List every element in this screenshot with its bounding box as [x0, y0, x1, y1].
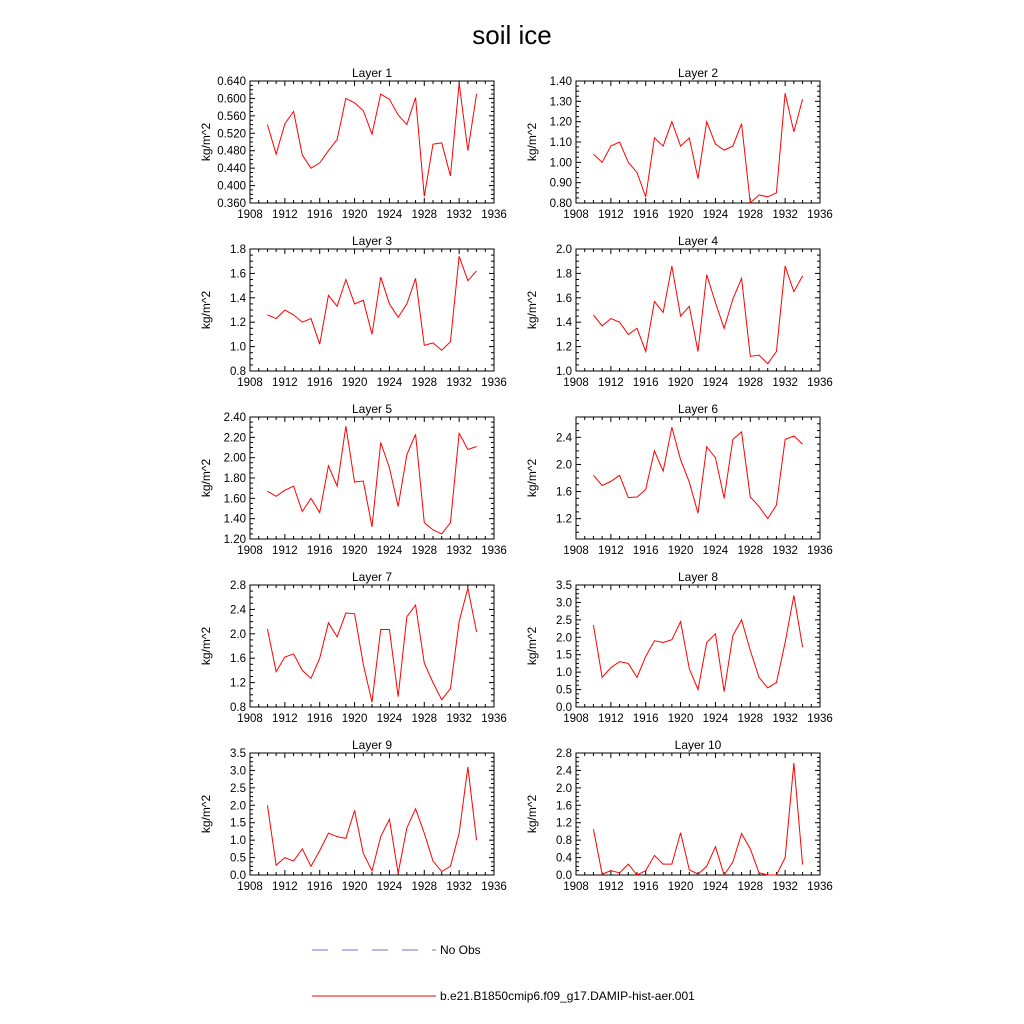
- series-line-layer-5: [267, 426, 476, 534]
- series-line-layer-7: [267, 588, 476, 702]
- y-tick-label: 1.6: [556, 292, 572, 305]
- series-line-layer-8: [593, 595, 802, 691]
- series-line-layer-3: [267, 256, 476, 350]
- y-tick-label: 1.0: [556, 366, 572, 378]
- y-tick-label: 1.10: [549, 137, 572, 149]
- x-tick-label: 1912: [598, 713, 624, 725]
- y-tick-label: 0.90: [549, 177, 572, 190]
- y-axis-label: kg/m^2: [199, 458, 213, 498]
- x-tick-label: 1912: [272, 713, 298, 725]
- y-tick-label: 1.0: [556, 667, 572, 680]
- x-tick-label: 1936: [807, 209, 833, 221]
- y-tick-label: 2.0: [556, 244, 572, 256]
- y-tick-label: 3.0: [230, 765, 246, 778]
- y-tick-label: 2.4: [556, 765, 572, 778]
- y-tick-label: 0.8: [556, 835, 572, 848]
- panel-layer-4: [525, 234, 833, 389]
- y-axis-label: kg/m^2: [199, 122, 213, 162]
- y-tick-label: 1.8: [230, 244, 246, 256]
- x-tick-label: 1924: [702, 713, 729, 725]
- y-tick-label: 0.440: [217, 163, 246, 176]
- y-tick-label: 1.6: [230, 268, 246, 281]
- y-tick-label: 1.4: [556, 317, 572, 330]
- y-tick-label: 0.600: [217, 93, 246, 106]
- panel-title-layer-5: Layer 5: [351, 402, 393, 416]
- y-tick-label: 0.400: [217, 180, 246, 193]
- x-tick-label: 1908: [563, 713, 589, 725]
- plot-frame: [250, 585, 494, 707]
- y-tick-label: 2.0: [556, 632, 572, 645]
- y-tick-label: 2.5: [230, 782, 246, 795]
- x-tick-label: 1908: [563, 545, 589, 557]
- x-tick-label: 1932: [772, 881, 798, 893]
- x-tick-label: 1912: [272, 377, 298, 389]
- series-line-layer-2: [593, 93, 802, 203]
- plot-frame: [576, 417, 820, 539]
- x-tick-label: 1920: [667, 545, 694, 557]
- x-tick-label: 1908: [563, 209, 589, 221]
- x-tick-label: 1928: [411, 545, 438, 557]
- x-tick-label: 1936: [481, 713, 507, 725]
- y-tick-label: 2.5: [556, 614, 572, 627]
- y-axis-label: kg/m^2: [199, 794, 213, 834]
- y-tick-label: 0.360: [217, 198, 246, 210]
- y-axis-label: kg/m^2: [525, 458, 539, 498]
- x-tick-label: 1920: [667, 377, 694, 389]
- y-tick-label: 0.640: [217, 76, 246, 88]
- x-tick-label: 1920: [341, 209, 368, 221]
- x-tick-label: 1932: [446, 713, 472, 725]
- legend: [312, 943, 695, 1003]
- x-tick-label: 1936: [807, 545, 833, 557]
- y-tick-label: 1.2: [556, 817, 572, 830]
- x-tick-label: 1936: [481, 545, 507, 557]
- y-tick-label: 3.5: [556, 580, 572, 592]
- y-tick-label: 1.60: [223, 493, 246, 506]
- y-tick-label: 2.0: [230, 800, 246, 813]
- y-tick-label: 2.00: [223, 452, 246, 465]
- x-tick-label: 1936: [481, 377, 507, 389]
- y-tick-label: 2.4: [230, 604, 246, 617]
- plot-frame: [576, 753, 820, 875]
- x-tick-label: 1916: [632, 209, 659, 221]
- x-tick-label: 1928: [411, 713, 438, 725]
- x-tick-label: 1908: [237, 209, 263, 221]
- y-tick-label: 1.40: [549, 76, 572, 88]
- y-tick-label: 0.480: [217, 145, 246, 158]
- y-tick-label: 0.0: [556, 870, 572, 882]
- x-tick-label: 1912: [272, 881, 298, 893]
- x-tick-label: 1920: [341, 377, 368, 389]
- y-tick-label: 1.6: [556, 800, 572, 813]
- y-axis-label: kg/m^2: [199, 290, 213, 330]
- y-tick-label: 2.40: [223, 412, 246, 424]
- panel-title-layer-7: Layer 7: [351, 570, 393, 584]
- y-tick-label: 2.8: [230, 580, 246, 592]
- x-tick-label: 1936: [481, 209, 507, 221]
- y-tick-label: 2.0: [556, 782, 572, 795]
- x-tick-label: 1928: [411, 377, 438, 389]
- x-tick-label: 1908: [237, 377, 263, 389]
- y-tick-label: 1.0: [230, 341, 246, 354]
- x-tick-label: 1916: [306, 545, 333, 557]
- y-axis-label: kg/m^2: [525, 794, 539, 834]
- x-tick-label: 1920: [341, 881, 368, 893]
- x-tick-label: 1924: [702, 377, 729, 389]
- panel-title-layer-1: Layer 1: [351, 66, 393, 80]
- y-tick-label: 0.4: [556, 852, 572, 865]
- x-tick-label: 1936: [807, 713, 833, 725]
- y-tick-label: 1.80: [223, 473, 246, 485]
- x-tick-label: 1932: [772, 545, 798, 557]
- x-tick-label: 1928: [737, 881, 764, 893]
- x-tick-label: 1936: [807, 377, 833, 389]
- y-tick-label: 1.20: [549, 116, 572, 129]
- y-axis-label: kg/m^2: [525, 290, 539, 330]
- y-tick-label: 2.20: [223, 432, 246, 445]
- panel-title-layer-2: Layer 2: [677, 66, 719, 80]
- y-axis-label: kg/m^2: [199, 626, 213, 666]
- y-tick-label: 0.0: [556, 702, 572, 714]
- x-tick-label: 1916: [632, 713, 659, 725]
- x-tick-label: 1928: [411, 209, 438, 221]
- panel-layer-9: [199, 738, 507, 893]
- x-tick-label: 1928: [737, 377, 764, 389]
- x-tick-label: 1932: [446, 377, 472, 389]
- y-tick-label: 0.8: [230, 366, 246, 378]
- y-tick-label: 1.2: [556, 341, 572, 354]
- x-tick-label: 1924: [702, 881, 729, 893]
- x-tick-label: 1928: [737, 713, 764, 725]
- x-tick-label: 1924: [376, 713, 403, 725]
- y-tick-label: 2.0: [556, 459, 572, 472]
- y-tick-label: 1.2: [556, 513, 572, 526]
- y-tick-label: 1.5: [556, 649, 572, 662]
- x-tick-label: 1916: [632, 545, 659, 557]
- x-tick-label: 1908: [563, 881, 589, 893]
- panel-title-layer-3: Layer 3: [351, 234, 393, 248]
- x-tick-label: 1932: [772, 377, 798, 389]
- y-tick-label: 1.5: [230, 817, 246, 830]
- series-line-layer-9: [267, 767, 476, 873]
- x-tick-label: 1936: [807, 881, 833, 893]
- y-tick-label: 2.8: [556, 748, 572, 760]
- y-tick-label: 3.0: [556, 597, 572, 610]
- x-tick-label: 1936: [481, 881, 507, 893]
- legend-label-model: b.e21.B1850cmip6.f09_g17.DAMIP-hist-aer.001: [440, 989, 695, 1003]
- x-tick-label: 1912: [272, 209, 298, 221]
- x-tick-label: 1932: [446, 209, 472, 221]
- y-tick-label: 2.0: [230, 628, 246, 641]
- panel-layer-3: [199, 234, 507, 389]
- x-tick-label: 1912: [598, 209, 624, 221]
- y-tick-label: 1.00: [549, 157, 572, 170]
- plot-frame: [250, 753, 494, 875]
- x-tick-label: 1912: [598, 545, 624, 557]
- x-tick-label: 1928: [737, 545, 764, 557]
- x-tick-label: 1932: [446, 881, 472, 893]
- x-tick-label: 1912: [598, 377, 624, 389]
- panel-title-layer-6: Layer 6: [677, 402, 719, 416]
- y-tick-label: 1.20: [223, 534, 246, 546]
- y-tick-label: 1.30: [549, 96, 572, 109]
- panel-layer-6: [525, 402, 833, 557]
- x-tick-label: 1924: [376, 209, 403, 221]
- x-tick-label: 1920: [667, 713, 694, 725]
- y-tick-label: 1.8: [556, 268, 572, 281]
- plot-frame: [576, 249, 820, 371]
- legend-label-no-obs: No Obs: [440, 943, 481, 957]
- y-tick-label: 0.8: [230, 702, 246, 714]
- x-tick-label: 1920: [667, 209, 694, 221]
- y-tick-label: 0.80: [549, 198, 572, 210]
- x-tick-label: 1908: [563, 377, 589, 389]
- panel-title-layer-9: Layer 9: [351, 738, 393, 752]
- series-line-layer-1: [267, 83, 476, 196]
- x-tick-label: 1924: [702, 545, 729, 557]
- x-tick-label: 1932: [772, 713, 798, 725]
- panel-title-layer-8: Layer 8: [677, 570, 719, 584]
- panel-grid: [199, 66, 833, 893]
- panel-layer-8: [525, 570, 833, 725]
- x-tick-label: 1920: [341, 545, 368, 557]
- y-tick-label: 0.560: [217, 110, 246, 123]
- series-line-layer-4: [593, 266, 802, 364]
- x-tick-label: 1908: [237, 713, 263, 725]
- y-tick-label: 0.0: [230, 870, 246, 882]
- y-tick-label: 1.6: [230, 653, 246, 666]
- x-tick-label: 1916: [306, 377, 333, 389]
- x-tick-label: 1932: [446, 545, 472, 557]
- x-tick-label: 1908: [237, 881, 263, 893]
- panel-title-layer-10: Layer 10: [674, 738, 722, 752]
- y-tick-label: 1.4: [230, 292, 246, 305]
- panel-title-layer-4: Layer 4: [677, 234, 719, 248]
- y-tick-label: 2.4: [556, 432, 572, 445]
- panel-layer-7: [199, 570, 507, 725]
- y-tick-label: 1.2: [230, 677, 246, 690]
- y-tick-label: 0.520: [217, 128, 246, 141]
- y-tick-label: 1.2: [230, 317, 246, 330]
- x-tick-label: 1924: [376, 377, 403, 389]
- series-line-layer-6: [593, 427, 802, 518]
- panel-layer-2: [525, 66, 833, 221]
- x-tick-label: 1932: [772, 209, 798, 221]
- plot-frame: [250, 249, 494, 371]
- y-tick-label: 1.0: [230, 835, 246, 848]
- x-tick-label: 1924: [376, 881, 403, 893]
- x-tick-label: 1912: [272, 545, 298, 557]
- x-tick-label: 1924: [376, 545, 403, 557]
- x-tick-label: 1916: [632, 377, 659, 389]
- y-axis-label: kg/m^2: [525, 626, 539, 666]
- x-tick-label: 1916: [632, 881, 659, 893]
- plot-frame: [250, 417, 494, 539]
- x-tick-label: 1928: [411, 881, 438, 893]
- series-line-layer-10: [593, 763, 802, 875]
- y-tick-label: 1.40: [223, 513, 246, 526]
- x-tick-label: 1916: [306, 209, 333, 221]
- x-tick-label: 1916: [306, 713, 333, 725]
- y-tick-label: 0.5: [556, 684, 572, 697]
- y-tick-label: 3.5: [230, 748, 246, 760]
- x-tick-label: 1928: [737, 209, 764, 221]
- panel-layer-10: [525, 738, 833, 893]
- x-tick-label: 1916: [306, 881, 333, 893]
- panel-layer-5: [199, 402, 507, 557]
- x-tick-label: 1908: [237, 545, 263, 557]
- figure-title: soil ice: [472, 20, 552, 50]
- y-tick-label: 0.5: [230, 852, 246, 865]
- x-tick-label: 1912: [598, 881, 624, 893]
- plot-frame: [576, 81, 820, 203]
- y-axis-label: kg/m^2: [525, 122, 539, 162]
- x-tick-label: 1920: [341, 713, 368, 725]
- x-tick-label: 1920: [667, 881, 694, 893]
- x-tick-label: 1924: [702, 209, 729, 221]
- y-tick-label: 1.6: [556, 486, 572, 499]
- panel-layer-1: [199, 66, 507, 221]
